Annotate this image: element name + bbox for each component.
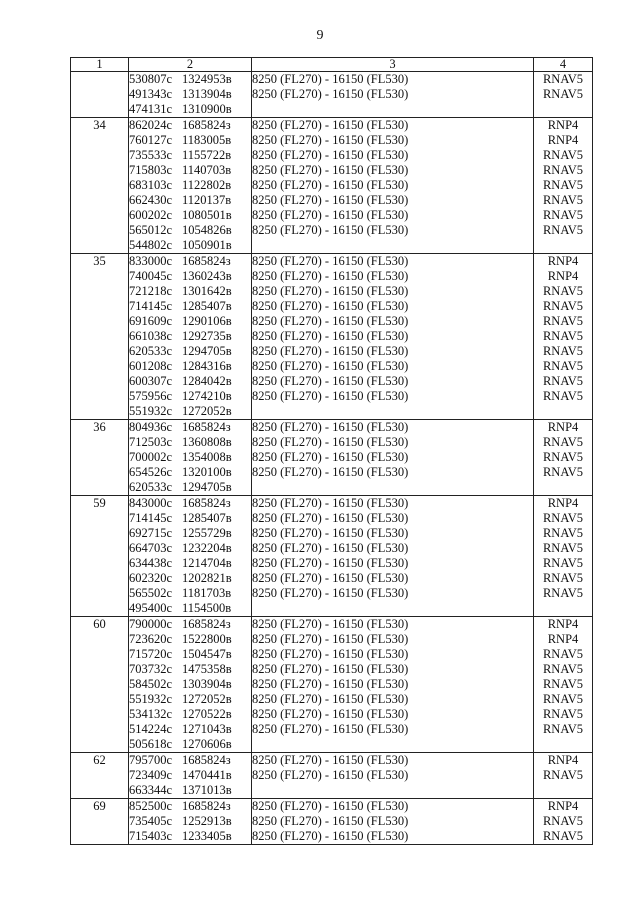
altitude-range: 8250 (FL270) - 16150 (FL530) [252,269,409,283]
altitude-range: 8250 (FL270) - 16150 (FL530) [252,814,409,828]
altitude-range-cell [252,254,534,420]
coordinate-pair [129,344,251,359]
table-row [71,420,593,496]
coordinate-pair [129,783,251,798]
longitude: 1270522в [182,707,232,721]
altitude-range: 8250 (FL270) - 16150 (FL530) [252,496,409,510]
coordinate-pair [129,359,251,374]
coordinates-cell [129,254,252,420]
navigation-spec: RNAV5 [542,692,584,706]
altitude-range: 8250 (FL270) - 16150 (FL530) [252,571,409,585]
longitude: 1292735в [182,329,232,343]
coordinate-pair [129,480,251,495]
coordinate-pair [129,118,251,133]
altitude-range-cell [252,420,534,496]
navigation-spec: RNAV5 [542,284,584,298]
longitude: 1285407в [182,299,232,313]
altitude-range: 8250 (FL270) - 16150 (FL530) [252,526,409,540]
longitude: 1294705в [182,344,232,358]
table-row [71,72,593,118]
table-header-row [71,58,593,72]
header-col-3: 3 [252,58,534,72]
altitude-range: 8250 (FL270) - 16150 (FL530) [252,178,409,192]
latitude: 565012с [129,223,173,237]
longitude: 1272052в [182,404,232,418]
longitude: 1294705в [182,480,232,494]
coordinate-pair [129,389,251,404]
coordinate-pair [129,87,251,102]
altitude-range: 8250 (FL270) - 16150 (FL530) [252,374,409,388]
navigation-spec: RNAV5 [542,450,584,464]
latitude: 833000с [129,254,173,268]
longitude: 1685824з [182,496,231,510]
table-row [71,254,593,420]
latitude: 495400с [129,601,173,615]
altitude-range-cell [252,496,534,617]
coordinate-pair [129,829,251,844]
row-number [71,254,129,420]
longitude: 1122802в [182,178,232,192]
coordinate-pair [129,450,251,465]
coordinate-pair [129,435,251,450]
latitude: 491343с [129,87,173,101]
coordinates-cell [129,72,252,118]
longitude: 1050901в [182,238,232,252]
longitude: 1271043в [182,722,232,736]
longitude: 1685824з [182,799,231,813]
longitude: 1313904в [182,87,232,101]
navigation-spec: RNAV5 [542,586,584,600]
longitude: 1054826в [182,223,232,237]
latitude: 514224с [129,722,173,736]
navigation-spec: RNAV5 [542,163,584,177]
latitude: 600307с [129,374,173,388]
altitude-range-cell [252,118,534,254]
navigation-spec: RNAV5 [542,72,584,86]
navigation-spec: RNAV5 [542,677,584,691]
coordinate-pair [129,586,251,601]
altitude-range: 8250 (FL270) - 16150 (FL530) [252,435,409,449]
altitude-range: 8250 (FL270) - 16150 (FL530) [252,389,409,403]
navigation-spec-cell [534,254,593,420]
coordinate-pair [129,208,251,223]
coordinate-pair [129,814,251,829]
coordinate-pair [129,299,251,314]
coordinate-pair [129,571,251,586]
navigation-spec: RNAV5 [542,329,584,343]
altitude-range: 8250 (FL270) - 16150 (FL530) [252,722,409,736]
longitude: 1685824з [182,254,231,268]
altitude-range: 8250 (FL270) - 16150 (FL530) [252,118,409,132]
longitude: 1255729в [182,526,232,540]
latitude: 530807с [129,72,173,86]
navigation-spec: RNAV5 [542,829,584,843]
row-number [71,420,129,496]
altitude-range: 8250 (FL270) - 16150 (FL530) [252,254,409,268]
navigation-spec: RNAV5 [542,374,584,388]
latitude: 683103с [129,178,173,192]
navigation-spec: RNAV5 [542,541,584,555]
coordinate-pair [129,178,251,193]
latitude: 715720с [129,647,173,661]
coordinates-cell [129,799,252,845]
latitude: 735533с [129,148,173,162]
altitude-range: 8250 (FL270) - 16150 (FL530) [252,799,409,813]
table-row [71,799,593,845]
row-number-text: 59 [93,496,106,510]
latitude: 551932с [129,404,173,418]
altitude-range: 8250 (FL270) - 16150 (FL530) [252,133,409,147]
latitude: 661038с [129,329,173,343]
coordinate-pair [129,238,251,253]
latitude: 700002с [129,450,173,464]
navigation-spec: RNAV5 [542,223,584,237]
coordinate-pair [129,662,251,677]
navigation-spec: RNP4 [547,617,579,631]
coordinates-cell [129,617,252,753]
latitude: 654526с [129,465,173,479]
coordinate-pair [129,692,251,707]
coordinate-pair [129,420,251,435]
longitude: 1270606в [182,737,232,751]
latitude: 715403с [129,829,173,843]
navigation-spec: RNAV5 [542,87,584,101]
navigation-spec: RNAV5 [542,571,584,585]
navigation-spec: RNP4 [547,496,579,510]
altitude-range: 8250 (FL270) - 16150 (FL530) [252,163,409,177]
route-table [70,57,593,845]
navigation-spec: RNAV5 [542,647,584,661]
row-number [71,496,129,617]
row-number [71,617,129,753]
longitude: 1202821в [182,571,232,585]
latitude: 703732с [129,662,173,676]
altitude-range: 8250 (FL270) - 16150 (FL530) [252,148,409,162]
navigation-spec: RNAV5 [542,208,584,222]
longitude: 1360243в [182,269,232,283]
longitude: 1470441в [182,768,232,782]
coordinate-pair [129,541,251,556]
latitude: 474131с [129,102,173,116]
table-row [71,496,593,617]
altitude-range: 8250 (FL270) - 16150 (FL530) [252,632,409,646]
altitude-range: 8250 (FL270) - 16150 (FL530) [252,420,409,434]
altitude-range: 8250 (FL270) - 16150 (FL530) [252,329,409,343]
latitude: 714145с [129,299,173,313]
navigation-spec: RNAV5 [542,359,584,373]
latitude: 565502с [129,586,173,600]
latitude: 852500с [129,799,173,813]
row-number [71,118,129,254]
longitude: 1324953в [182,72,232,86]
coordinate-pair [129,148,251,163]
altitude-range: 8250 (FL270) - 16150 (FL530) [252,707,409,721]
coordinate-pair [129,374,251,389]
navigation-spec: RNAV5 [542,707,584,721]
latitude: 712503с [129,435,173,449]
altitude-range: 8250 (FL270) - 16150 (FL530) [252,617,409,631]
longitude: 1685824з [182,617,231,631]
longitude: 1301642в [182,284,232,298]
altitude-range-cell [252,617,534,753]
longitude: 1284042в [182,374,232,388]
coordinate-pair [129,647,251,662]
longitude: 1155722в [182,148,232,162]
longitude: 1232204в [182,541,232,555]
latitude: 602320с [129,571,173,585]
row-number-text: 35 [93,254,106,268]
latitude: 862024с [129,118,173,132]
altitude-range: 8250 (FL270) - 16150 (FL530) [252,208,409,222]
row-number-text: 60 [93,617,106,631]
latitude: 723409с [129,768,173,782]
coordinate-pair [129,722,251,737]
latitude: 634438с [129,556,173,570]
longitude: 1233405в [182,829,232,843]
longitude: 1080501в [182,208,232,222]
longitude: 1354008в [182,450,232,464]
coordinate-pair [129,269,251,284]
navigation-spec: RNAV5 [542,344,584,358]
navigation-spec: RNP4 [547,269,579,283]
row-number [71,72,129,118]
coordinate-pair [129,556,251,571]
coordinate-pair [129,617,251,632]
coordinate-pair [129,72,251,87]
navigation-spec-cell [534,799,593,845]
altitude-range: 8250 (FL270) - 16150 (FL530) [252,541,409,555]
altitude-range: 8250 (FL270) - 16150 (FL530) [252,556,409,570]
latitude: 663344с [129,783,173,797]
navigation-spec: RNAV5 [542,722,584,736]
header-col-2: 2 [129,58,252,72]
navigation-spec: RNP4 [547,753,579,767]
navigation-spec: RNP4 [547,254,579,268]
latitude: 692715с [129,526,173,540]
navigation-spec: RNAV5 [542,556,584,570]
altitude-range: 8250 (FL270) - 16150 (FL530) [252,662,409,676]
altitude-range: 8250 (FL270) - 16150 (FL530) [252,753,409,767]
longitude: 1522800в [182,632,232,646]
navigation-spec-cell [534,72,593,118]
coordinate-pair [129,768,251,783]
longitude: 1685824з [182,420,231,434]
table-row [71,118,593,254]
latitude: 790000с [129,617,173,631]
navigation-spec: RNAV5 [542,148,584,162]
navigation-spec: RNP4 [547,632,579,646]
latitude: 620533с [129,344,173,358]
altitude-range-cell [252,72,534,118]
altitude-range: 8250 (FL270) - 16150 (FL530) [252,511,409,525]
navigation-spec: RNAV5 [542,193,584,207]
navigation-spec: RNP4 [547,133,579,147]
coordinate-pair [129,254,251,269]
longitude: 1284316в [182,359,232,373]
navigation-spec: RNAV5 [542,768,584,782]
coordinate-pair [129,404,251,419]
altitude-range: 8250 (FL270) - 16150 (FL530) [252,829,409,843]
navigation-spec: RNAV5 [542,435,584,449]
longitude: 1285407в [182,511,232,525]
navigation-spec: RNAV5 [542,465,584,479]
coordinate-pair [129,707,251,722]
latitude: 723620с [129,632,173,646]
longitude: 1183005в [182,133,232,147]
coordinate-pair [129,737,251,752]
longitude: 1360808в [182,435,232,449]
longitude: 1475358в [182,662,232,676]
navigation-spec: RNP4 [547,799,579,813]
longitude: 1310900в [182,102,232,116]
navigation-spec-cell [534,420,593,496]
altitude-range: 8250 (FL270) - 16150 (FL530) [252,87,409,101]
row-number-text: 69 [93,799,106,813]
latitude: 735405с [129,814,173,828]
navigation-spec: RNAV5 [542,299,584,313]
coordinate-pair [129,314,251,329]
latitude: 584502с [129,677,173,691]
latitude: 714145с [129,511,173,525]
row-number-text: 34 [93,118,106,132]
coordinate-pair [129,511,251,526]
navigation-spec-cell [534,496,593,617]
altitude-range: 8250 (FL270) - 16150 (FL530) [252,359,409,373]
latitude: 620533с [129,480,173,494]
table-row [71,617,593,753]
altitude-range: 8250 (FL270) - 16150 (FL530) [252,284,409,298]
navigation-spec: RNAV5 [542,178,584,192]
coordinate-pair [129,496,251,511]
longitude: 1371013в [182,783,232,797]
altitude-range: 8250 (FL270) - 16150 (FL530) [252,314,409,328]
coordinate-pair [129,753,251,768]
longitude: 1140703в [182,163,232,177]
longitude: 1181703в [182,586,232,600]
row-number-text [71,72,128,87]
navigation-spec-cell [534,753,593,799]
latitude: 544802с [129,238,173,252]
altitude-range: 8250 (FL270) - 16150 (FL530) [252,193,409,207]
altitude-range-cell [252,799,534,845]
latitude: 795700с [129,753,173,767]
longitude: 1320100в [182,465,232,479]
navigation-spec: RNAV5 [542,814,584,828]
latitude: 804936с [129,420,173,434]
coordinate-pair [129,102,251,117]
latitude: 534132с [129,707,173,721]
altitude-range: 8250 (FL270) - 16150 (FL530) [252,586,409,600]
coordinate-pair [129,526,251,541]
altitude-range: 8250 (FL270) - 16150 (FL530) [252,692,409,706]
longitude: 1303904в [182,677,232,691]
latitude: 505618с [129,737,173,751]
coordinate-pair [129,133,251,148]
coordinates-cell [129,118,252,254]
coordinate-pair [129,223,251,238]
navigation-spec: RNAV5 [542,662,584,676]
table-body [71,72,593,845]
longitude: 1274210в [182,389,232,403]
latitude: 662430с [129,193,173,207]
coordinate-pair [129,193,251,208]
latitude: 575956с [129,389,173,403]
altitude-range: 8250 (FL270) - 16150 (FL530) [252,768,409,782]
altitude-range: 8250 (FL270) - 16150 (FL530) [252,677,409,691]
coordinate-pair [129,284,251,299]
longitude: 1272052в [182,692,232,706]
latitude: 691609с [129,314,173,328]
longitude: 1214704в [182,556,232,570]
latitude: 601208с [129,359,173,373]
latitude: 760127с [129,133,173,147]
coordinate-pair [129,163,251,178]
altitude-range: 8250 (FL270) - 16150 (FL530) [252,223,409,237]
row-number-text: 36 [93,420,106,434]
navigation-spec-cell [534,118,593,254]
header-col-1: 1 [71,58,129,72]
altitude-range: 8250 (FL270) - 16150 (FL530) [252,465,409,479]
longitude: 1685824з [182,753,231,767]
latitude: 721218с [129,284,173,298]
coordinate-pair [129,465,251,480]
navigation-spec: RNAV5 [542,526,584,540]
latitude: 600202с [129,208,173,222]
navigation-spec: RNAV5 [542,389,584,403]
coordinates-cell [129,496,252,617]
navigation-spec: RNAV5 [542,511,584,525]
navigation-spec: RNP4 [547,420,579,434]
header-col-4: 4 [534,58,593,72]
altitude-range: 8250 (FL270) - 16150 (FL530) [252,450,409,464]
altitude-range: 8250 (FL270) - 16150 (FL530) [252,647,409,661]
navigation-spec: RNAV5 [542,314,584,328]
latitude: 843000с [129,496,173,510]
latitude: 740045с [129,269,173,283]
longitude: 1290106в [182,314,232,328]
page-number: 9 [316,28,324,43]
longitude: 1504547в [182,647,232,661]
coordinates-cell [129,420,252,496]
navigation-spec: RNP4 [547,118,579,132]
longitude: 1252913в [182,814,232,828]
longitude: 1685824з [182,118,231,132]
latitude: 664703с [129,541,173,555]
longitude: 1154500в [182,601,232,615]
latitude: 551932с [129,692,173,706]
navigation-spec-cell [534,617,593,753]
coordinate-pair [129,677,251,692]
row-number [71,753,129,799]
coordinate-pair [129,601,251,616]
coordinate-pair [129,329,251,344]
latitude: 715803с [129,163,173,177]
altitude-range: 8250 (FL270) - 16150 (FL530) [252,72,409,86]
row-number [71,799,129,845]
altitude-range-cell [252,753,534,799]
table-row [71,753,593,799]
row-number-text: 62 [93,753,106,767]
coordinate-pair [129,799,251,814]
longitude: 1120137в [182,193,232,207]
altitude-range: 8250 (FL270) - 16150 (FL530) [252,344,409,358]
coordinate-pair [129,632,251,647]
altitude-range: 8250 (FL270) - 16150 (FL530) [252,299,409,313]
coordinates-cell [129,753,252,799]
